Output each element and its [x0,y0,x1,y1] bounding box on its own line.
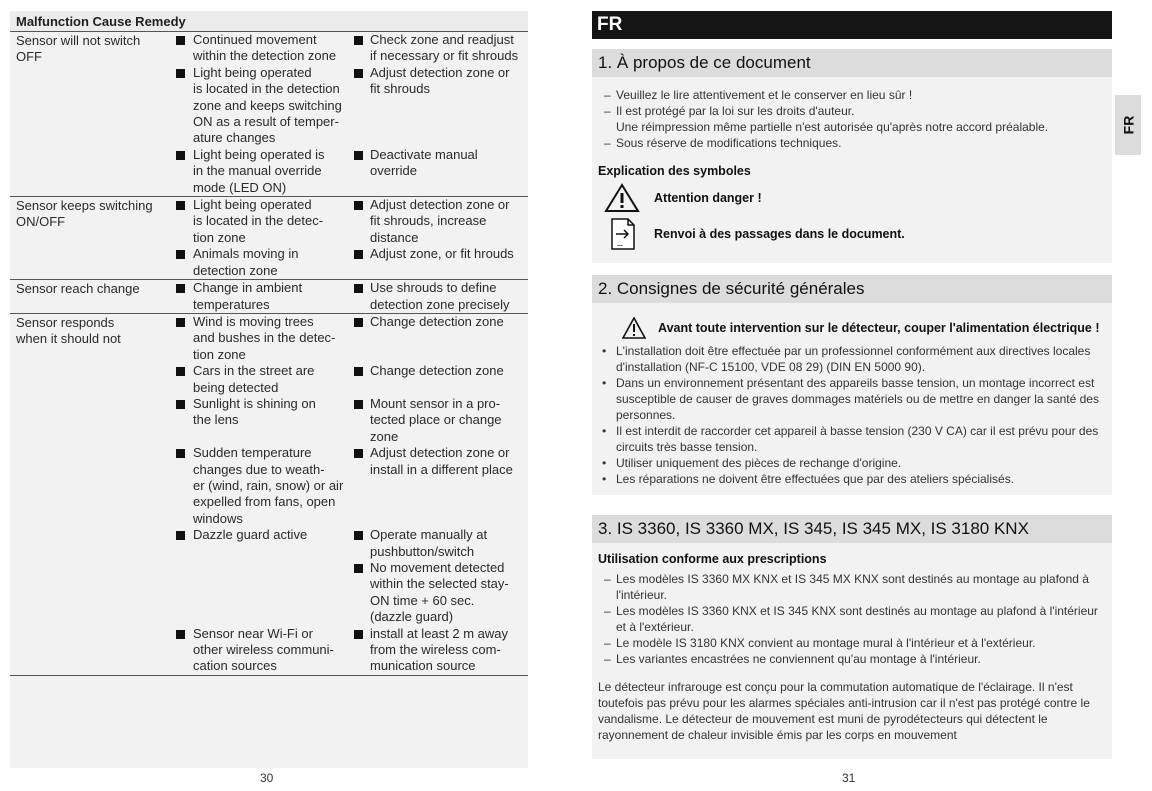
table-header: Malfunction Cause Remedy [10,11,528,32]
list-item: • Les réparations ne doivent être effectuées que par des ateliers spécialisés. [598,471,1106,487]
remedy-cell: install at least 2 m away from the wireless com- munication source [354,626,528,675]
section-about [592,49,1112,263]
list-item: • Dans un environnement présentant des appareils basse tension, un montage incorrect est susceptible de causer de graves dommages matériels ou de mettre en danger la santé des personnes. [598,375,1106,423]
list-item: – Sous réserve de modifications techniques. [598,135,1106,151]
malfunction-cell: Sensor will not switch OFF [16,33,141,65]
symbol-reference-label: Renvoi à des passages dans le document. [654,227,905,241]
remedy-cell: Change detection zone [354,314,528,363]
description-paragraph: Le détecteur infrarouge est conçu pour la commutation automatique de l'éclairage. Il n'est toutefois pas prévu pour les alarmes spéciales anti-intrusion car il n'est pas protégé contre le vandalisme. Le détecteur de mouvement est muni de pyrodétecteurs qui détectent le rayonnement de chaleur invisible émis par les corps en mouvement [598,680,1090,742]
table-row [10,32,528,197]
safety-warning-text: Avant toute intervention sur le détecteur, couper l'alimentation électrique ! [658,321,1100,335]
table-row [10,314,528,676]
symbols-heading: Explication des symboles [598,164,751,178]
remedy-cell: Adjust detection zone or install in a different place [354,445,528,527]
malfunction-cell: Sensor keeps switching ON/OFF [16,198,153,230]
cause-cell: Light being operated is located in the detec- tion zone [176,197,354,246]
warning-triangle-icon [604,183,640,213]
section-title: 2. Consignes de sécurité générales [592,275,1112,303]
cause-cell: Sudden temperature changes due to weath- er (wind, rain, snow) or air expelled from fans, open windows [176,445,354,527]
cause-cell: Dazzle guard active [176,527,354,625]
cause-cell: Sensor near Wi-Fi or other wireless communi- cation sources [176,626,354,675]
list-item: • Utiliser uniquement des pièces de rechange d'origine. [598,455,1106,471]
svg-text:...: ... [617,241,623,248]
malfunction-cell: Sensor reach change [16,281,140,297]
usage-heading: Utilisation conforme aux prescriptions [598,552,827,566]
remedy-cell: Adjust detection zone or fit shrouds [354,65,528,147]
list-item: – Les modèles IS 3360 KNX et IS 345 KNX sont destinés au montage au plafond à l'intérieur et à l'extérieur. [598,603,1106,635]
section-safety [592,275,1112,495]
list-item: – Le modèle IS 3180 KNX convient au montage mural à l'intérieur et à l'extérieur. [598,635,1106,651]
cause-cell: Change in ambient temperatures [176,280,354,313]
list-item: – Veuillez le lire attentivement et le conserver en lieu sûr ! [598,87,1106,103]
remedy-cell: Use shrouds to define detection zone precisely [354,280,528,313]
troubleshooting-table [10,32,528,676]
remedy-cell: Change detection zone [354,363,528,396]
cause-cell: Continued movement within the detection zone [176,32,354,65]
section-title: 1. À propos de ce document [592,49,1112,77]
warning-triangle-icon [622,317,646,339]
table-row [10,197,528,280]
cause-cell: Sunlight is shining on the lens [176,396,354,445]
cause-cell: Cars in the street are being detected [176,363,354,396]
page-number-left: 30 [260,771,274,785]
cause-cell: Light being operated is located in the detection zone and keeps switching ON as a result of temper- ature changes [176,65,354,147]
remedy-cell: Mount sensor in a pro- tected place or change zone [354,396,528,445]
cause-cell: Light being operated is in the manual override mode (LED ON) [176,147,354,196]
list-item: • Il est interdit de raccorder cet appareil à basse tension (230 V CA) car il est prévu pour des circuits très basse tension. [598,423,1106,455]
safety-warning [622,317,1106,339]
symbol-warning-label: Attention danger ! [654,191,762,205]
symbol-warning [604,183,1106,213]
page-number-right: 31 [842,771,856,785]
remedy-cell: Adjust detection zone or fit shrouds, increase distance [354,197,528,246]
section-models [592,515,1112,759]
symbol-reference [604,217,1106,251]
list-item: – Les modèles IS 3360 MX KNX et IS 345 MX KNX sont destinés au montage au plafond à l'intérieur. [598,571,1106,603]
remedy-cell: Check zone and readjust if necessary or fit shrouds [354,32,528,65]
troubleshooting-page [10,11,528,768]
remedy-cell: Deactivate manual override [354,147,528,196]
language-bar: FR [592,11,1112,39]
malfunction-cell: Sensor responds when it should not [16,314,121,347]
list-item: • L'installation doit être effectuée par un professionnel conformément aux directives locales d'installation (NF-C 15100, VDE 08 29) (DIN EN 5000 90). [598,343,1106,375]
french-page [592,11,1112,768]
table-row [10,280,528,314]
list-item: – Les variantes encastrées ne conviennent qu'au montage à l'intérieur. [598,651,1106,667]
remedy-cell: Operate manually at pushbutton/switch No movement detected within the selected stay- ON time + 60 sec. (dazzle guard) [354,527,528,625]
document-reference-icon [604,217,640,251]
cause-cell: Wind is moving trees and bushes in the detec- tion zone [176,314,354,363]
cause-cell: Animals moving in detection zone [176,246,354,279]
list-item: Une réimpression même partielle n'est autorisée qu'après notre accord préalable. [616,120,1049,134]
remedy-cell: Adjust zone, or fit hrouds [354,246,528,279]
language-side-tab: FR [1115,95,1141,155]
list-item: – Il est protégé par la loi sur les droits d'auteur. [598,103,1106,119]
section-title: 3. IS 3360, IS 3360 MX, IS 345, IS 345 MX, IS 3180 KNX [592,515,1112,543]
